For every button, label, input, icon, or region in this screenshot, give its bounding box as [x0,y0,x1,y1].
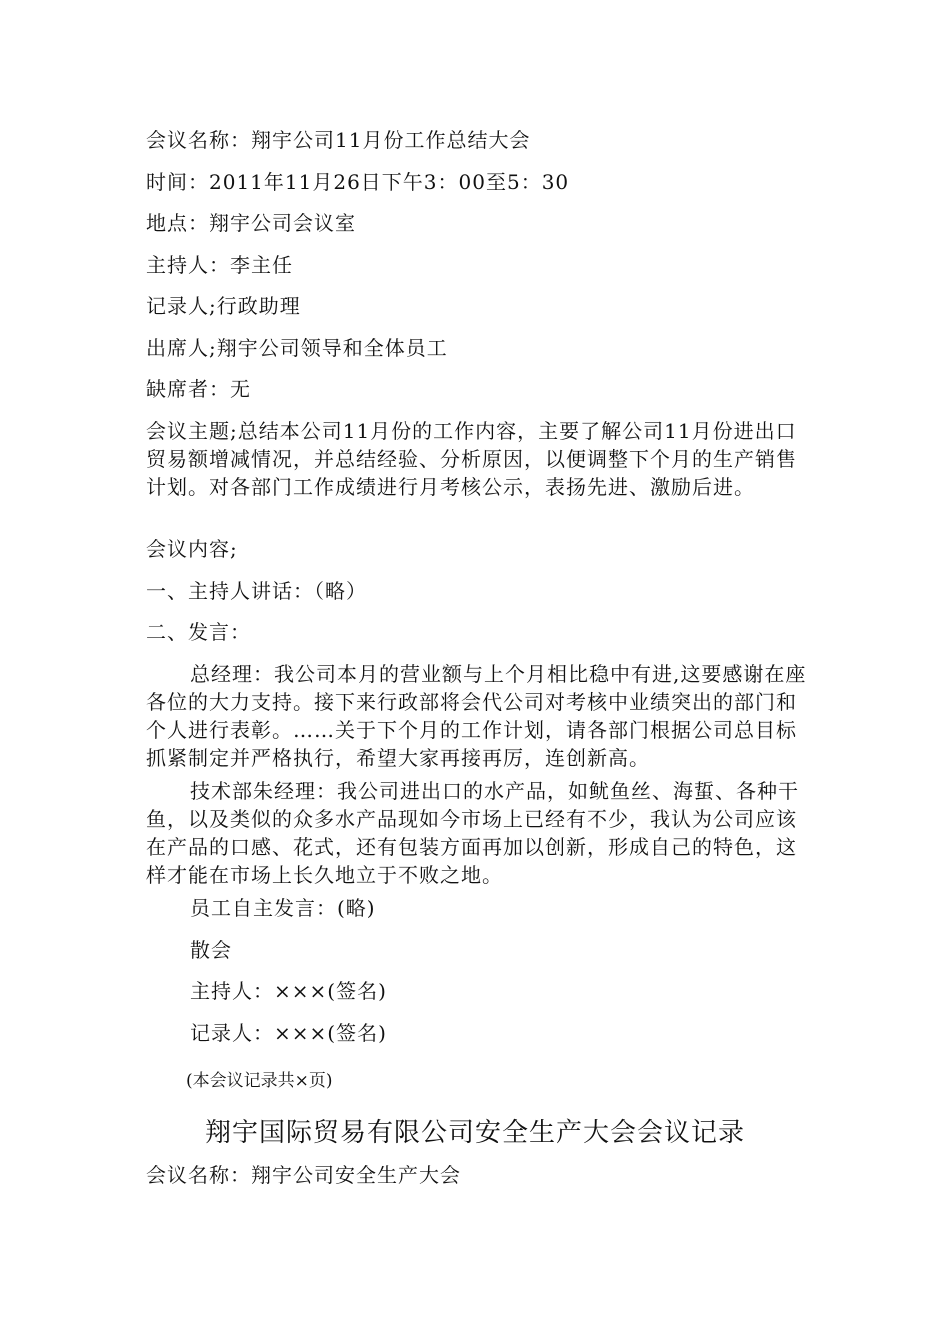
meeting2-name: 会议名称：翔宇公司安全生产大会 [146,1163,461,1187]
meeting-host: 主持人：李主任 [146,253,293,277]
meeting-place: 地点：翔宇公司会议室 [146,211,356,235]
recorder-signature: 记录人：×××(签名) [190,1021,387,1045]
meeting-topic: 会议主题;总结本公司11月份的工作内容，主要了解公司11月份进出口贸易额增减情况，并总结经验、分析原因，以便调整下个月的生产销售计划。对各部门工作成绩进行月考核公示，表扬先进、激励后进。 [146,419,797,499]
meeting-attendees: 出席人;翔宇公司领导和全体员工 [146,336,448,360]
host-signature: 主持人：×××(签名) [190,979,387,1003]
meeting-recorder: 记录人;行政助理 [146,294,301,318]
meeting-name: 会议名称：翔宇公司11月份工作总结大会 [146,128,531,152]
speech-tech-manager: 技术部朱经理：我公司进出口的水产品，如鱿鱼丝、海蜇、各种干鱼，以及类似的众多水产品现如今市场上已经有不少，我认为公司应该在产品的口感、花式，还有包装方面再加以创新，形成自己的特色，这样才能在市场上长久地立于不败之地。 [146,779,799,887]
staff-speech: 员工自主发言：(略) [190,896,376,920]
speech-general-manager: 总经理：我公司本月的营业额与上个月相比稳中有进,这要感谢在座各位的大力支持。接下来行政部将会代公司对考核中业绩突出的部门和个人进行表彰。……关于下个月的工作计划，请各部门根据公司总目标抓紧制定并严格执行，希望大家再接再厉，连创新高。 [146,662,807,770]
page-count-note: (本会议记录共×页) [186,1071,333,1091]
item-speeches: 二、发言： [146,620,251,644]
item-host-speech: 一、主持人讲话：（略） [146,579,367,603]
meeting-time: 时间：2011年11月26日下午3：00至5：30 [146,170,570,194]
meeting-absent: 缺席者：无 [146,377,251,401]
section-title: 翔宇国际贸易有限公司安全生产大会会议记录 [204,1118,745,1148]
content-label: 会议内容; [146,537,238,561]
adjourn: 散会 [190,938,232,962]
